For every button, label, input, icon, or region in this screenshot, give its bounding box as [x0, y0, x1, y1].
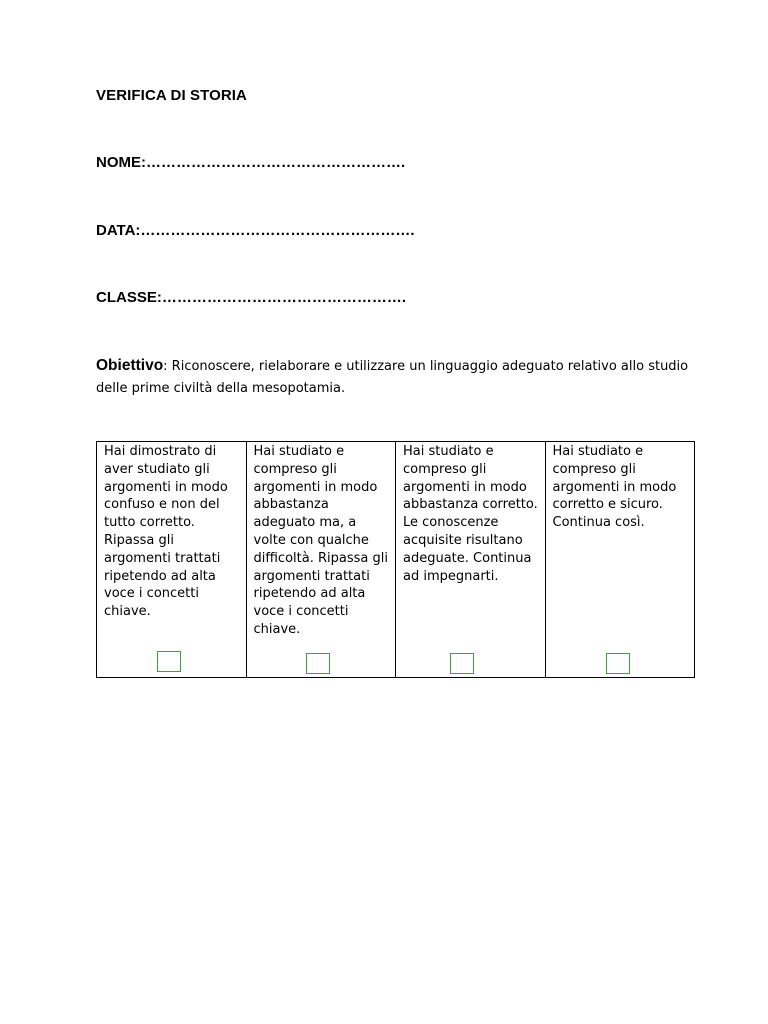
rubric-checkbox-3[interactable] [450, 653, 474, 674]
evaluation-rubric-table [96, 441, 695, 678]
name-field: NOME:……………………………………………. [96, 154, 406, 171]
objective-label: Obiettivo [96, 357, 164, 374]
rubric-cell-1-text: Hai dimostrato di aver studiato gli argomenti in modo confuso e non del tutto corretto. Ripassa gli argomenti trattati ripetendo ad alta voce i concetti chiave. [104, 444, 228, 620]
rubric-checkbox-2[interactable] [306, 653, 330, 674]
class-field: CLASSE:…………………………………………. [96, 289, 407, 306]
objective-paragraph [96, 355, 696, 400]
date-field: DATA:………………………………………………. [96, 222, 415, 239]
rubric-cell-1 [97, 442, 247, 678]
rubric-cell-2 [246, 442, 396, 678]
rubric-cell-4-text: Hai studiato e compreso gli argomenti in modo corretto e sicuro. Continua così. [552, 444, 677, 531]
rubric-row [97, 442, 695, 678]
rubric-cell-3 [396, 442, 546, 678]
objective-text: : Riconoscere, rielaborare e utilizzare un linguaggio adeguato relativo allo studio delle prime civiltà della mesopotamia. [96, 359, 689, 396]
rubric-cell-2-text: Hai studiato e compreso gli argomenti in modo abbastanza adeguato ma, a volte con qualche difficoltà. Ripassa gli argomenti trattati ripetendo ad alta voce i concetti chiave. [253, 444, 388, 637]
rubric-checkbox-4[interactable] [606, 653, 630, 674]
rubric-checkbox-1[interactable] [157, 651, 181, 672]
page-title: VERIFICA DI STORIA [96, 87, 247, 104]
rubric-cell-4 [545, 442, 695, 678]
rubric-cell-3-text: Hai studiato e compreso gli argomenti in modo abbastanza corretto. Le conoscenze acquisite risultano adeguate. Continua ad impegnarti. [403, 444, 538, 584]
